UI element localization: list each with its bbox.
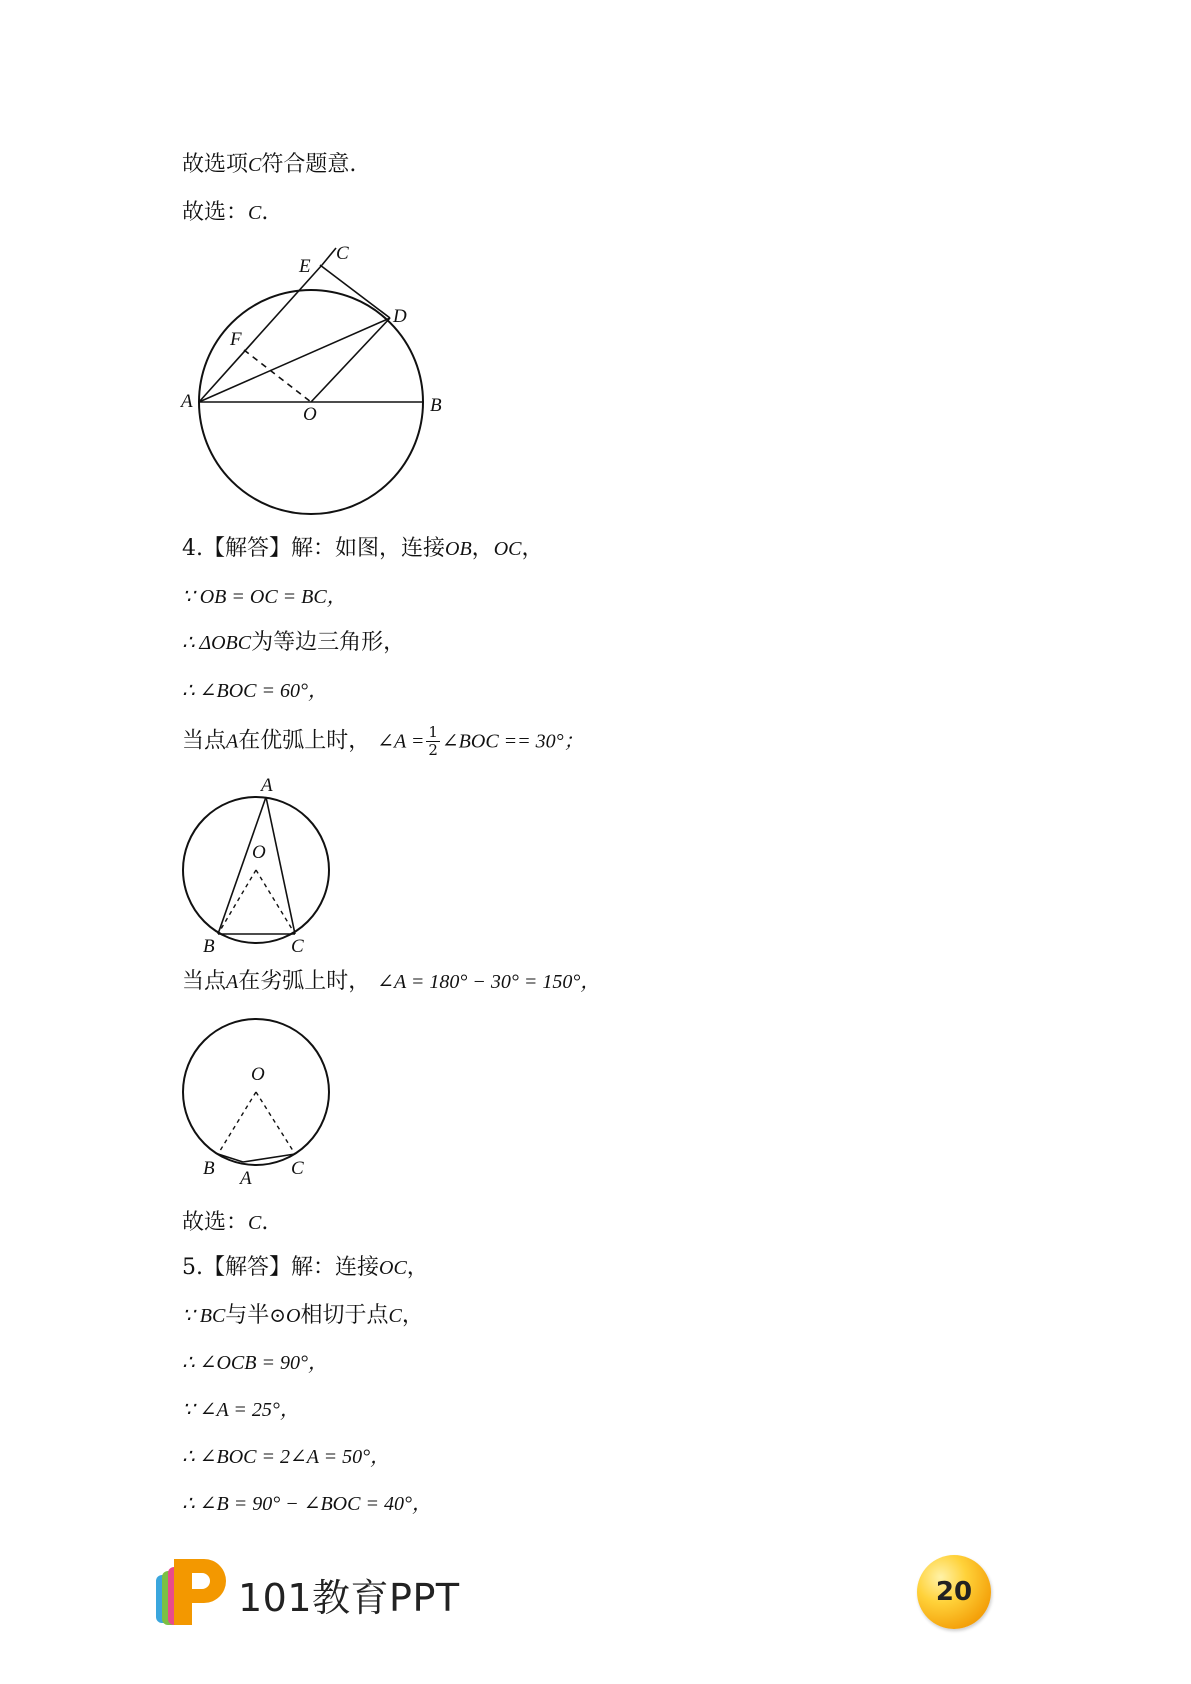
q5-line-6: ∴ ∠B = 90° − ∠BOC = 40°，: [182, 1493, 432, 1515]
q5-line-4: ∵ ∠A = 25°，: [182, 1399, 300, 1421]
line-text: ，: [471, 536, 494, 561]
label-B: B: [203, 936, 215, 957]
line-text: .: [261, 200, 269, 225]
label-D: D: [393, 306, 407, 327]
brand-logo-icon: [152, 1555, 232, 1630]
label-E: E: [299, 256, 311, 277]
line-text: 符合题意.: [261, 152, 357, 177]
line-text: 故选项: [182, 152, 249, 177]
q5-header: [182, 1253, 429, 1283]
math-var: OB: [445, 538, 472, 560]
label-C: C: [336, 243, 349, 264]
label-B: B: [203, 1158, 215, 1179]
line-text: .: [261, 1210, 269, 1235]
math-var: C: [248, 154, 262, 176]
label-O: O: [251, 1064, 265, 1085]
line-text: 5.【解答】解：连接: [182, 1255, 379, 1280]
math-expr: ∴ ΔOBC: [182, 632, 252, 654]
math-expr: ∠A =: [377, 730, 425, 753]
math-var: A: [226, 730, 239, 753]
math-var: C: [388, 1305, 402, 1327]
label-F: F: [230, 329, 242, 350]
line-text: 当点: [182, 728, 227, 754]
q4-answer: [182, 1208, 268, 1238]
label-B: B: [430, 395, 442, 416]
line-text: ，: [521, 536, 544, 561]
label-A: A: [261, 775, 273, 796]
line-text: 相切于点: [300, 1303, 389, 1328]
math-var: OC: [379, 1257, 407, 1279]
math-var: C: [248, 202, 262, 224]
math-var: C: [248, 1212, 262, 1234]
label-A: A: [181, 391, 193, 412]
math-var: A: [226, 971, 239, 993]
q5-line-3: ∴ ∠OCB = 90°，: [182, 1352, 328, 1374]
fraction-numerator: 1: [428, 723, 438, 741]
page-number-badge: 20: [917, 1555, 991, 1629]
line-text: 与半: [225, 1303, 270, 1328]
line-text: 4.【解答】解：如图，连接: [182, 536, 445, 561]
q5-line-5: ∴ ∠BOC = 2∠A = 50°，: [182, 1446, 391, 1468]
math-expr: ∵ BC: [182, 1305, 226, 1327]
line-text: ，: [401, 1303, 424, 1328]
label-C: C: [291, 936, 304, 957]
q4-line-4: ∴ ∠BOC = 60°，: [182, 680, 328, 702]
line-text: 故选：: [182, 200, 249, 225]
math-expr: ∠BOC == 30°；: [441, 730, 584, 753]
line-text: 在劣弧上时，: [238, 969, 371, 994]
fraction-denominator: 2: [428, 741, 438, 759]
brand-name: 101教育PPT: [238, 1576, 460, 1620]
q4-line-2: ∵ OB = OC = BC，: [182, 586, 347, 608]
label-O: O: [303, 404, 317, 425]
label-O: O: [252, 842, 266, 863]
line-text: 在优弧上时，: [238, 728, 371, 754]
line-text: 为等边三角形，: [251, 630, 406, 655]
math-expr: ∠A = 180° − 30° = 150°，: [377, 971, 601, 993]
line-text: 当点: [182, 969, 227, 994]
label-A: A: [240, 1168, 252, 1189]
math-var: OC: [493, 538, 522, 560]
line-text: ，: [406, 1255, 429, 1280]
label-C: C: [291, 1158, 304, 1179]
math-expr: ⊙O: [269, 1305, 301, 1327]
line-text: 故选：: [182, 1210, 249, 1235]
q5-line-2: [182, 1301, 424, 1331]
